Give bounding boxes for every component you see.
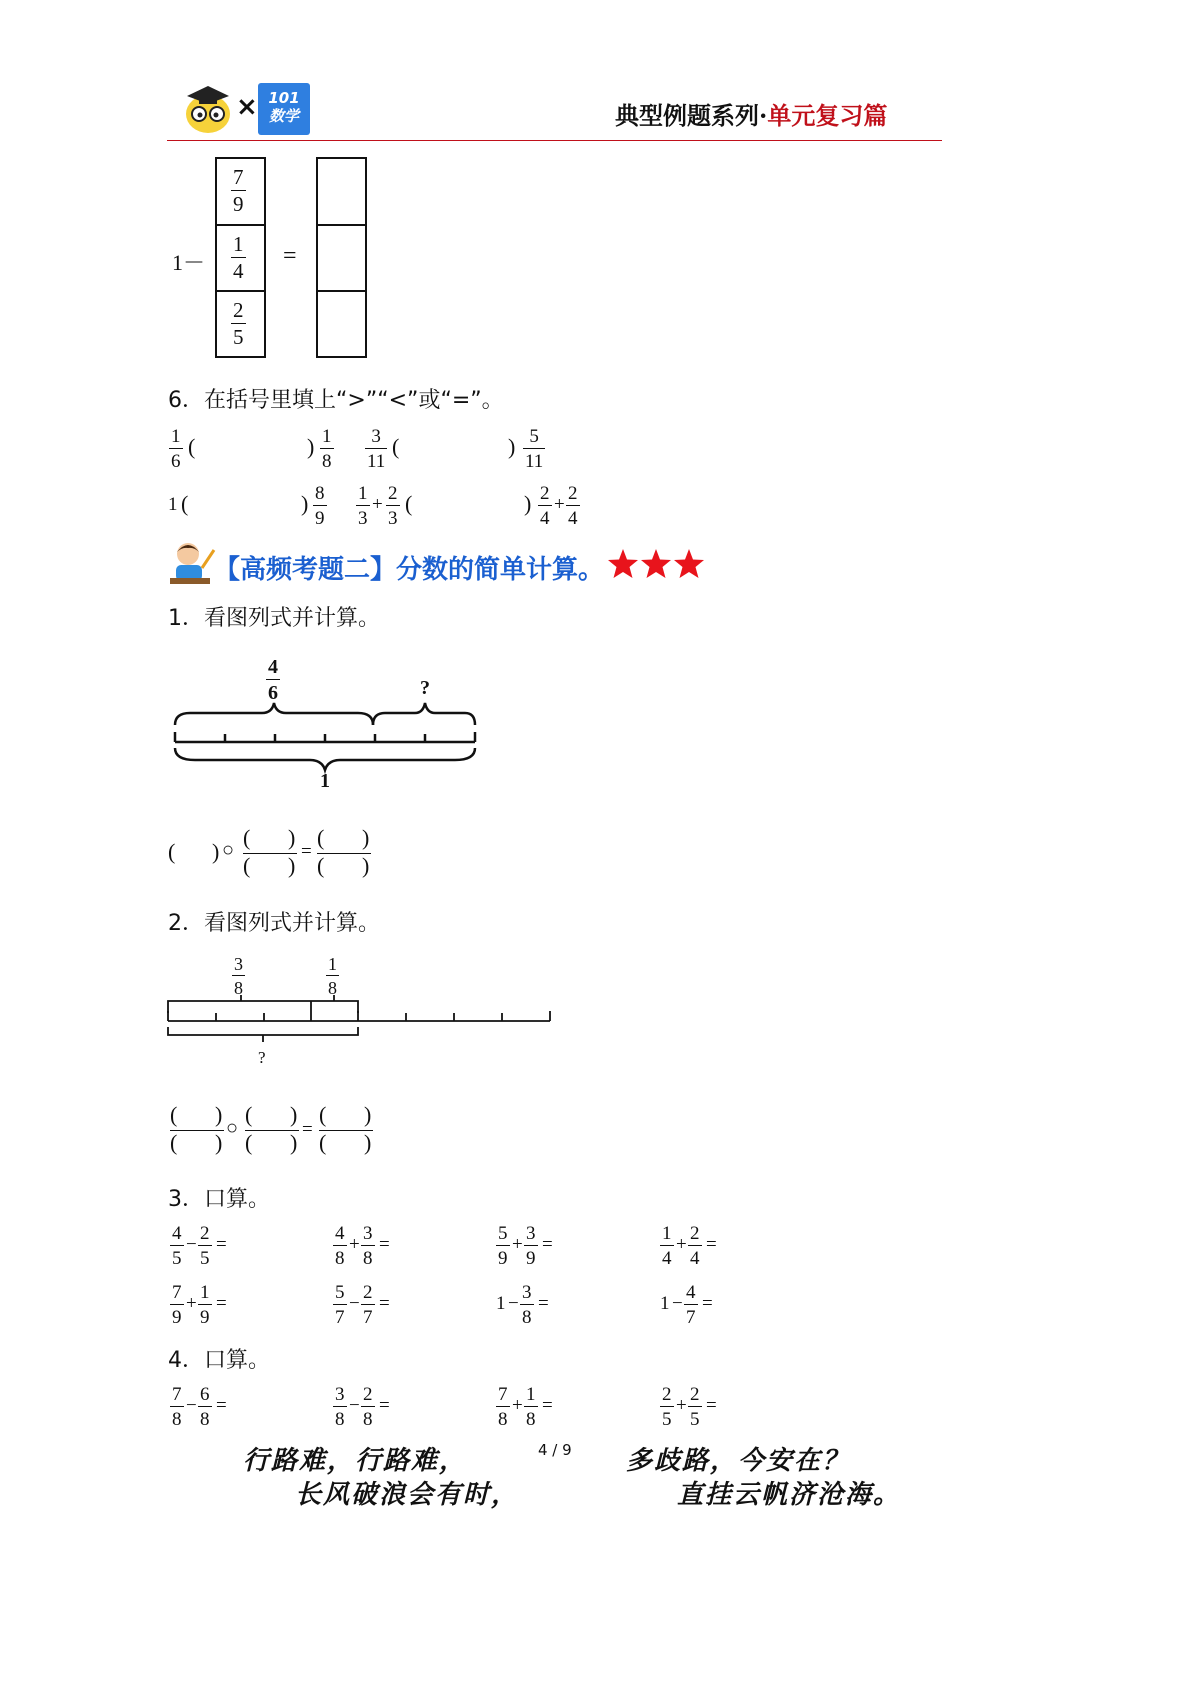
plus-sign: + <box>512 1395 523 1416</box>
minus-sign: − <box>349 1293 360 1314</box>
denominator: 8 <box>200 1409 210 1430</box>
denominator: 6 <box>171 451 181 472</box>
denominator: 7 <box>686 1307 696 1328</box>
denominator: 11 <box>525 451 544 472</box>
answer-blank[interactable] <box>395 1391 475 1419</box>
p2-fraction-blank-3[interactable]: ( ) ( ) <box>319 1102 372 1155</box>
q6-r2-b-right-2 <box>566 484 580 528</box>
answer-blank[interactable] <box>558 1230 638 1258</box>
numerator: 2 <box>690 1384 700 1405</box>
q6-r1-a-blank[interactable] <box>200 433 305 461</box>
answer-blank[interactable] <box>558 1391 638 1419</box>
numerator: 3 <box>335 1384 345 1405</box>
cell-divider <box>217 224 264 226</box>
answer-blank[interactable] <box>718 1289 798 1317</box>
equals-sign: = <box>302 1119 313 1140</box>
plus-sign: + <box>512 1234 523 1255</box>
box-fraction-2 <box>231 234 246 282</box>
plus-sign: + <box>186 1293 197 1314</box>
series-title-main: 典型例题系列· <box>615 101 768 130</box>
numerator: 7 <box>172 1282 182 1303</box>
math101-logo-text: 101 数学 <box>268 89 300 125</box>
numerator: 5 <box>335 1282 345 1303</box>
operator-circle[interactable]: ○ <box>226 1117 239 1139</box>
q6-r2-b-left-2 <box>386 484 400 528</box>
numerator: 4 <box>172 1223 182 1244</box>
q6-r1-b-left <box>365 427 387 471</box>
box-fraction-1 <box>231 167 246 215</box>
numerator: 5 <box>498 1223 508 1244</box>
denominator: 5 <box>233 325 244 349</box>
numerator: 1 <box>233 232 244 256</box>
brace-top-left <box>175 703 373 725</box>
numerator: 1 <box>526 1384 536 1405</box>
numerator: 2 <box>233 298 244 322</box>
denominator: 4 <box>690 1248 700 1269</box>
denominator: 4 <box>233 259 244 283</box>
q6-r2-b-paren-open: ( <box>405 491 413 516</box>
plus-sign: + <box>554 494 565 515</box>
p2-question-mark: ? <box>258 1048 266 1067</box>
denominator: 4 <box>568 508 578 529</box>
numerator: 8 <box>315 483 325 504</box>
q6-r2-b-paren-close: ) <box>524 491 532 516</box>
numerator: 1 <box>358 483 368 504</box>
equals-sign: = <box>706 1395 717 1416</box>
operand-b <box>524 1385 538 1429</box>
denominator: 5 <box>662 1409 672 1430</box>
answer-blank[interactable] <box>232 1391 312 1419</box>
section2-title: 【高频考题二】分数的简单计算。 <box>214 555 605 585</box>
operand-a <box>496 1385 510 1429</box>
operand-b <box>520 1283 534 1327</box>
equals-sign: = <box>216 1234 227 1255</box>
brace-top-right <box>373 703 475 725</box>
operand-b <box>198 1283 212 1327</box>
equals-sign: = <box>379 1293 390 1314</box>
denominator: 6 <box>268 682 278 704</box>
denominator: 8 <box>526 1409 536 1430</box>
box-fraction-3 <box>231 300 246 348</box>
q6-r1-b-blank[interactable] <box>404 433 504 461</box>
p1-fraction-blank-1[interactable]: ( ) ( ) <box>243 825 296 878</box>
numerator: 2 <box>363 1384 373 1405</box>
p1-bottom-label: 1 <box>320 770 330 792</box>
numerator: 5 <box>529 426 539 447</box>
equals-sign: = <box>301 841 312 862</box>
motto-line2-left: 长风破浪会有时， <box>295 1480 520 1510</box>
q6-r1-a-paren-close: ) <box>307 434 315 459</box>
denominator: 8 <box>328 978 337 998</box>
numerator: 7 <box>172 1384 182 1405</box>
numerator: 2 <box>363 1282 373 1303</box>
denominator: 7 <box>363 1307 373 1328</box>
p4-title: 4．口算。 <box>168 1348 270 1373</box>
denominator: 8 <box>172 1409 182 1430</box>
numerator: 3 <box>526 1223 536 1244</box>
denominator: 3 <box>388 508 398 529</box>
student-studying-icon <box>168 538 216 588</box>
q6-r1-a-right <box>320 427 334 471</box>
q6-r2-a-left: 1 <box>168 494 178 515</box>
numerator: 2 <box>200 1223 210 1244</box>
star-icon <box>674 549 704 578</box>
answer-blank[interactable] <box>722 1230 802 1258</box>
equals-sign: = <box>379 1234 390 1255</box>
motto-line1-left: 行路难，行路难， <box>243 1446 468 1476</box>
minus-sign: − <box>672 1293 683 1314</box>
numerator: 2 <box>540 483 550 504</box>
operand-a <box>333 1224 347 1268</box>
p2-title: 2．看图列式并计算。 <box>168 911 380 936</box>
numerator: 2 <box>388 483 398 504</box>
equals-sign: = <box>216 1293 227 1314</box>
plus-sign: + <box>676 1395 687 1416</box>
equals-sign: = <box>379 1395 390 1416</box>
numerator: 3 <box>522 1282 532 1303</box>
page-number: 4 / 9 <box>538 1441 572 1459</box>
numerator: 6 <box>200 1384 210 1405</box>
numerator: 1 <box>200 1282 210 1303</box>
denominator: 5 <box>172 1248 182 1269</box>
denominator: 8 <box>234 978 243 998</box>
answer-blank[interactable] <box>232 1289 312 1317</box>
p2-diagram <box>165 995 560 1060</box>
denominator: 8 <box>335 1409 345 1430</box>
operand-b <box>198 1385 212 1429</box>
operand-a <box>170 1224 184 1268</box>
minus-sign: − <box>186 1234 197 1255</box>
difficulty-stars <box>607 548 707 580</box>
operand-a <box>333 1385 347 1429</box>
operator-circle[interactable]: ○ <box>222 839 235 861</box>
minus-sign: − <box>349 1395 360 1416</box>
operand-a <box>170 1385 184 1429</box>
equals-sign: = <box>216 1395 227 1416</box>
operand-a <box>170 1283 184 1327</box>
denominator: 8 <box>522 1307 532 1328</box>
q6-r1-b-paren-open: ( <box>392 434 400 459</box>
motto-line1-right: 多歧路，今安在？ <box>626 1446 851 1476</box>
plus-sign: + <box>676 1234 687 1255</box>
answer-blank[interactable] <box>232 1230 312 1258</box>
operand-b <box>688 1224 702 1268</box>
equals-sign: = <box>702 1293 713 1314</box>
numerator: 1 <box>322 426 332 447</box>
denominator: 8 <box>363 1248 373 1269</box>
p1-fraction-blank-2[interactable]: ( ) ( ) <box>317 825 370 878</box>
q6-r1-b-right <box>523 427 545 471</box>
minus-sign: − <box>186 1395 197 1416</box>
operand-a <box>660 1224 674 1268</box>
cell-divider <box>318 224 365 226</box>
operand-a: 1 <box>660 1293 670 1314</box>
series-title <box>615 96 887 131</box>
denominator: 9 <box>498 1248 508 1269</box>
paren-open: ( <box>168 839 176 864</box>
numerator: 3 <box>371 426 381 447</box>
p3-title: 3．口算。 <box>168 1187 270 1212</box>
numerator: 1 <box>171 426 181 447</box>
q6-r1-a-left <box>169 427 183 471</box>
star-icon <box>641 549 671 578</box>
p2-fraction-blank-1[interactable]: ( ) ( ) <box>170 1102 223 1155</box>
denominator: 8 <box>335 1248 345 1269</box>
p1-blank-1[interactable] <box>180 838 212 866</box>
denominator: 9 <box>200 1307 210 1328</box>
operand-a <box>660 1385 674 1429</box>
operand-a <box>333 1283 347 1327</box>
q6-r2-b-right-1 <box>538 484 552 528</box>
minus-sign: − <box>508 1293 519 1314</box>
denominator: 9 <box>233 192 244 216</box>
answer-blank[interactable] <box>395 1230 475 1258</box>
numerator: 1 <box>328 954 337 974</box>
operand-b <box>688 1385 702 1429</box>
numerator: 2 <box>662 1384 672 1405</box>
numerator: 7 <box>498 1384 508 1405</box>
cell-divider <box>318 290 365 292</box>
header-divider <box>167 140 942 141</box>
answer-box-right[interactable] <box>316 157 367 358</box>
p2-label-b <box>326 955 339 997</box>
q6-r2-a-paren-close: ) <box>301 491 309 516</box>
equals-sign: = <box>538 1293 549 1314</box>
denominator: 8 <box>363 1409 373 1430</box>
box-equals: = <box>283 243 297 269</box>
answer-blank[interactable] <box>554 1289 634 1317</box>
p1-top-label <box>266 657 280 703</box>
denominator: 9 <box>526 1248 536 1269</box>
operand-b <box>361 1385 375 1429</box>
motto-line2-right: 直挂云帆济沧海。 <box>677 1480 902 1510</box>
q6-r2-b-left-1 <box>356 484 370 528</box>
operand-b <box>361 1283 375 1327</box>
plus-sign: + <box>372 494 383 515</box>
equals-sign: = <box>706 1234 717 1255</box>
paren-close: ) <box>212 839 220 864</box>
series-title-red: 单元复习篇 <box>767 101 888 130</box>
numerator: 4 <box>268 656 278 678</box>
numerator: 7 <box>233 165 244 189</box>
denominator: 7 <box>335 1307 345 1328</box>
denominator: 8 <box>322 451 332 472</box>
box-lead: 1－ <box>172 250 206 275</box>
p1-title: 1．看图列式并计算。 <box>168 606 380 631</box>
equals-sign: = <box>542 1395 553 1416</box>
q6-r2-b-blank[interactable] <box>417 490 522 518</box>
operand-b <box>524 1224 538 1268</box>
denominator: 8 <box>498 1409 508 1430</box>
equals-sign: = <box>542 1234 553 1255</box>
times-sign: × <box>236 92 258 122</box>
numerator: 2 <box>568 483 578 504</box>
numerator: 4 <box>335 1223 345 1244</box>
denominator: 9 <box>315 508 325 529</box>
denominator: 4 <box>662 1248 672 1269</box>
operand-b <box>684 1283 698 1327</box>
denominator: 4 <box>540 508 550 529</box>
p1-diagram <box>170 650 490 795</box>
cell-divider <box>217 290 264 292</box>
numerator: 4 <box>686 1282 696 1303</box>
q6-r2-a-paren-open: ( <box>181 491 189 516</box>
numerator: 3 <box>234 954 243 974</box>
operand-a <box>496 1224 510 1268</box>
q6-r2-a-right <box>313 484 327 528</box>
denominator: 11 <box>367 451 386 472</box>
p2-fraction-blank-2[interactable]: ( ) ( ) <box>245 1102 298 1155</box>
denominator: 9 <box>172 1307 182 1328</box>
numerator: 2 <box>690 1223 700 1244</box>
math101-logo <box>258 83 310 135</box>
q6-r2-a-blank[interactable] <box>193 490 298 518</box>
q6-r1-a-paren-open: ( <box>188 434 196 459</box>
plus-sign: + <box>349 1234 360 1255</box>
denominator: 3 <box>358 508 368 529</box>
operand-b <box>361 1224 375 1268</box>
operand-a: 1 <box>496 1293 506 1314</box>
q6-title: 6．在括号里填上“>”“<”或“=”。 <box>168 388 504 413</box>
denominator: 5 <box>690 1409 700 1430</box>
answer-blank[interactable] <box>722 1391 802 1419</box>
operand-b <box>198 1224 212 1268</box>
p1-question-mark: ? <box>420 677 430 699</box>
numerator: 3 <box>363 1223 373 1244</box>
p2-label-a <box>232 955 245 997</box>
q6-r1-b-paren-close: ) <box>508 434 516 459</box>
numerator: 1 <box>662 1223 672 1244</box>
answer-blank[interactable] <box>395 1289 475 1317</box>
star-icon <box>608 549 638 578</box>
denominator: 5 <box>200 1248 210 1269</box>
owl-graduate-icon <box>183 82 233 134</box>
